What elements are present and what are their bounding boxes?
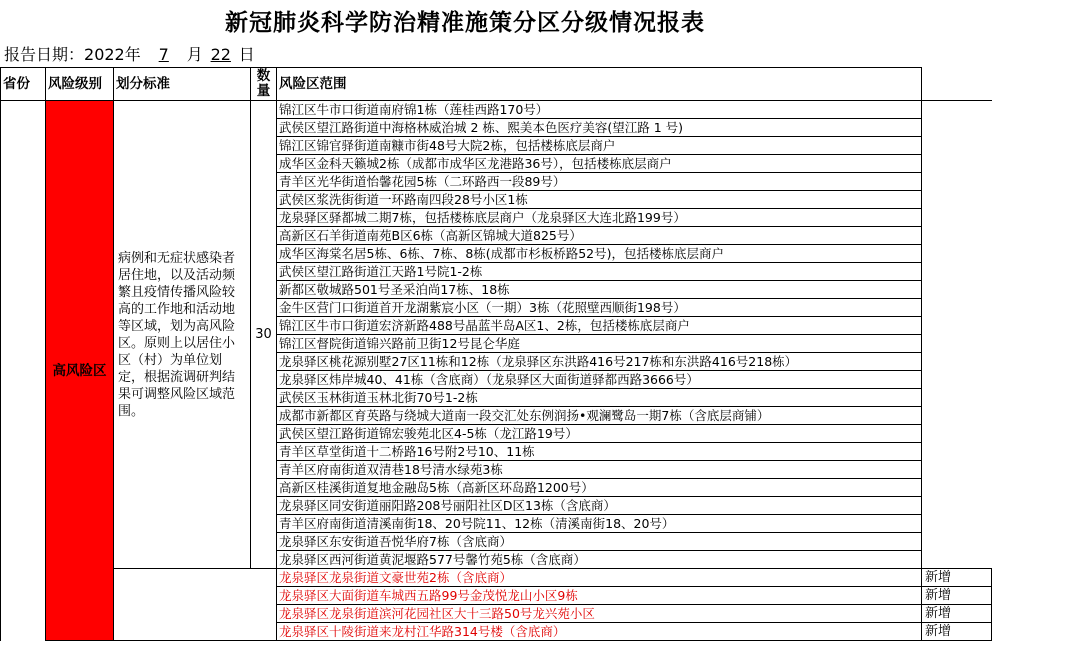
report-day: 22 (210, 45, 231, 64)
blank-cell (922, 191, 992, 209)
area-cell: 龙泉驿区西河街道黄泥堰路577号馨竹苑5栋（含底商） (277, 551, 922, 569)
blank-cell (922, 407, 992, 425)
area-cell: 锦江区锦官驿街道南糠市街48号大院2栋，包括楼栋底层商户 (277, 137, 922, 155)
blank-cell (922, 425, 992, 443)
blank-cell (922, 371, 992, 389)
blank-cell (922, 443, 992, 461)
area-cell: 武侯区望江路街道江天路1号院1-2栋 (277, 263, 922, 281)
header-blank (922, 68, 992, 101)
new-area-cell: 龙泉驿区十陵街道来龙村江华路314号楼（含底商） (277, 623, 922, 641)
blank-cell (922, 389, 992, 407)
header-risk-level: 风险级别 (46, 68, 114, 101)
area-cell: 龙泉驿区同安街道丽阳路208号丽阳社区D区13栋（含底商） (277, 497, 922, 515)
new-flag-cell: 新增 (922, 569, 992, 587)
area-cell: 锦江区督院街道锦兴路前卫街12号昆仑华庭 (277, 335, 922, 353)
count-cell: 30 (251, 101, 277, 569)
area-cell: 成华区海棠名居5栋、6栋、7栋、8栋(成都市杉板桥路52号)，包括楼栋底层商户 (277, 245, 922, 263)
blank-cell (922, 155, 992, 173)
area-cell: 成华区金科天籁城2栋（成都市成华区龙港路36号），包括楼栋底层商户 (277, 155, 922, 173)
report-day-unit: 日 (238, 45, 255, 64)
blank-cell (922, 515, 992, 533)
blank-cell (922, 479, 992, 497)
header-area: 风险区范围 (277, 68, 922, 101)
blank-cell (922, 281, 992, 299)
table-header-row (1, 68, 992, 101)
area-cell: 龙泉驿区桃花源别墅27区11栋和12栋（龙泉驿区东洪路416号217栋和东洪路416号218栋） (277, 353, 922, 371)
area-cell: 锦江区牛市口街道南府锦1栋（莲桂西路170号） (277, 101, 922, 119)
report-title: 新冠肺炎科学防治精准施策分区分级情况报表 (225, 10, 705, 36)
report-month: 7 (158, 45, 169, 64)
header-criteria: 划分标准 (114, 68, 251, 101)
area-cell: 武侯区浆洗街街道一环路南四段28号小区1栋 (277, 191, 922, 209)
report-date-label: 报告日期： (4, 45, 85, 64)
report-date (4, 42, 255, 65)
area-cell: 金牛区营门口街道首开龙湖紫宸小区（一期）3栋（花照壁西顺街198号） (277, 299, 922, 317)
header-count-text: 数量 (256, 68, 271, 99)
criteria-empty-cell (114, 569, 277, 641)
blank-cell (922, 209, 992, 227)
area-cell: 青羊区府南街道清溪南街18、20号院11、12栋（清溪南街18、20号） (277, 515, 922, 533)
blank-cell (922, 317, 992, 335)
table-row (1, 569, 992, 587)
blank-cell (922, 461, 992, 479)
new-flag-cell: 新增 (922, 623, 992, 641)
new-flag-cell: 新增 (922, 587, 992, 605)
blank-cell (922, 137, 992, 155)
area-cell: 武侯区玉林街道玉林北街70号1-2栋 (277, 389, 922, 407)
area-cell: 青羊区光华街道怡馨花园5栋（二环路西一段89号） (277, 173, 922, 191)
area-cell: 青羊区草堂街道十二桥路16号附2号10、11栋 (277, 443, 922, 461)
area-cell: 高新区石羊街道南苑B区6栋（高新区锦城大道825号） (277, 227, 922, 245)
area-cell: 新都区敬城路501号圣采泊尚17栋、18栋 (277, 281, 922, 299)
area-cell: 武侯区望江路街道锦宏骏苑北区4-5栋（龙江路19号） (277, 425, 922, 443)
blank-cell (922, 263, 992, 281)
header-province: 省份 (1, 68, 46, 101)
area-cell: 龙泉驿区东安街道吾悦华府7栋（含底商） (277, 533, 922, 551)
blank-cell (922, 245, 992, 263)
blank-cell (922, 227, 992, 245)
table-body (1, 101, 992, 641)
criteria-cell: 病例和无症状感染者居住地，以及活动频繁且疫情传播风险较高的工作地和活动地等区域，划为高风险区。原则上以居住小区（村）为单位划定，根据流调研判结果可调整风险区域范围。 (114, 101, 251, 569)
blank-cell (922, 119, 992, 137)
new-flag-cell: 新增 (922, 605, 992, 623)
new-area-cell: 龙泉驿区大面街道车城西五路99号金茂悦龙山小区9栋 (277, 587, 922, 605)
blank-cell (922, 551, 992, 569)
blank-cell (922, 497, 992, 515)
risk-area-table (0, 67, 992, 641)
report-sheet (0, 67, 992, 641)
area-cell: 高新区桂溪街道复地金融岛5栋（高新区环岛路1200号） (277, 479, 922, 497)
new-area-cell: 龙泉驿区龙泉街道文豪世苑2栋（含底商） (277, 569, 922, 587)
blank-cell (922, 353, 992, 371)
table-row (1, 101, 992, 119)
report-year-unit: 年 (124, 45, 141, 64)
risk-level-cell: 高风险区 (46, 101, 114, 641)
blank-cell (922, 173, 992, 191)
blank-cell (922, 335, 992, 353)
new-area-cell: 龙泉驿区龙泉街道滨河花园社区大十三路50号龙兴苑小区 (277, 605, 922, 623)
area-cell: 青羊区府南街道双清巷18号清水绿苑3栋 (277, 461, 922, 479)
blank-cell (922, 101, 992, 119)
area-cell: 龙泉驿区驿都城二期7栋，包括楼栋底层商户（龙泉驿区大连北路199号） (277, 209, 922, 227)
report-year: 2022 (84, 45, 125, 64)
area-cell: 武侯区望江路街道中海格林威治城 2 栋、熙美本色医疗美容(望江路 1 号) (277, 119, 922, 137)
area-cell: 成都市新都区育英路与绕城大道南一段交汇处东例润扬•观澜鹭岛一期7栋（含底层商铺） (277, 407, 922, 425)
blank-cell (922, 299, 992, 317)
header-count (251, 68, 277, 101)
blank-cell (922, 533, 992, 551)
province-cell (1, 101, 46, 641)
area-cell: 龙泉驿区炜岸城40、41栋（含底商）（龙泉驿区大面街道驿都西路3666号） (277, 371, 922, 389)
report-month-unit: 月 (186, 45, 203, 64)
area-cell: 锦江区牛市口街道宏济新路488号晶蓝半岛A区1、2栋，包括楼栋底层商户 (277, 317, 922, 335)
